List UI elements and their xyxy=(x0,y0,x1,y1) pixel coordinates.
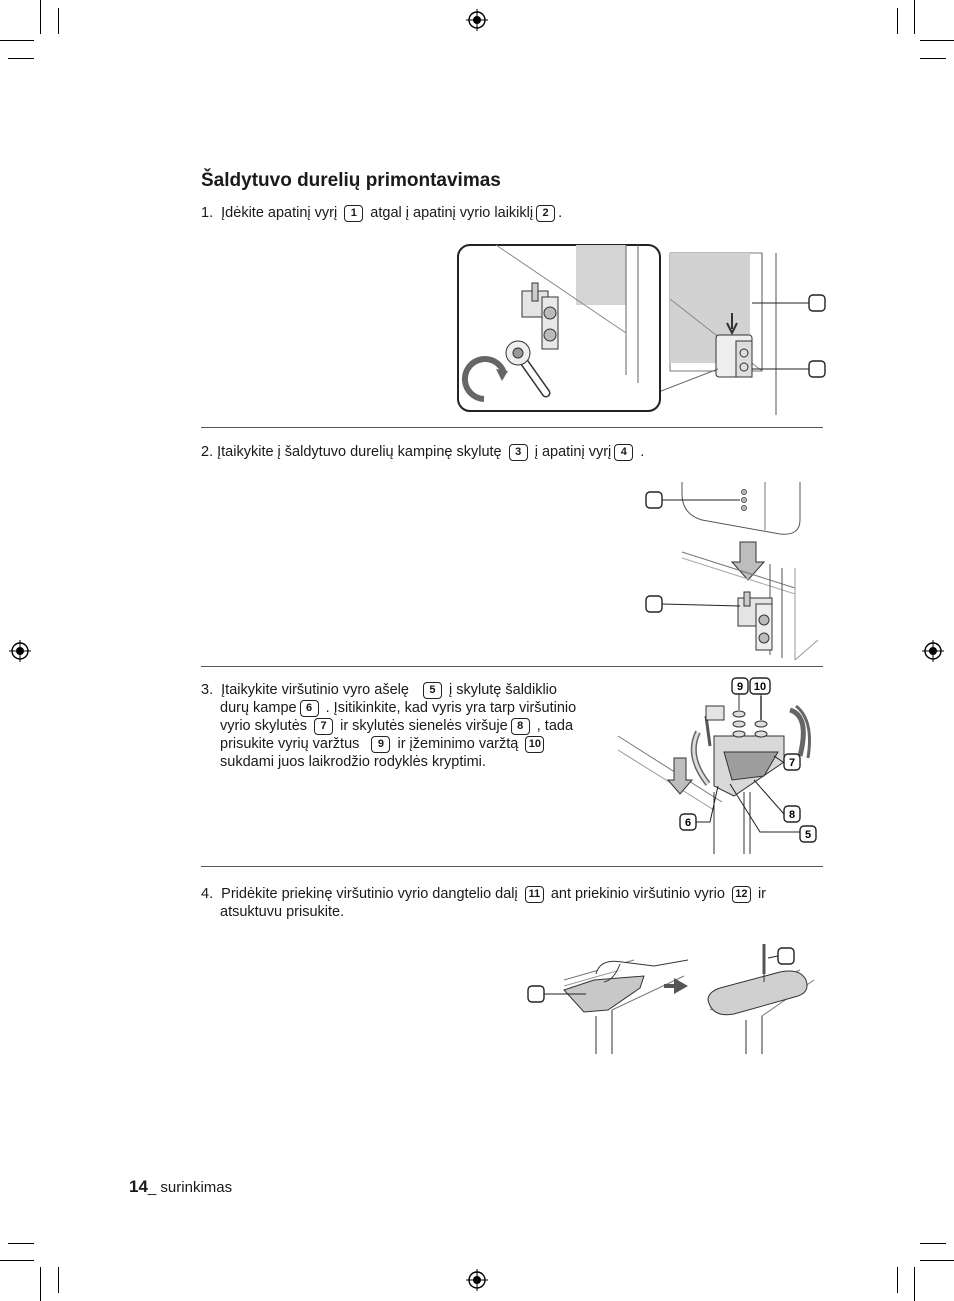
page-title: Šaldytuvo durelių primontavimas xyxy=(201,170,501,191)
step-3-text: 3. Įtaikykite viršutinio vyro ašelę 5 į skylutę šaldiklio durų kampe 6 . Įsitikinkite, kad vyris yra tarp viršutinio vyrio skylutės 7 ir skylutės sienelės viršuje 8 , tada prisukite vyrių varžtus 9 ir įžeminimo varžtą 10 sukdami juos laikrodžio rodyklės kryptimi. xyxy=(201,682,577,770)
callout-badge: 7 xyxy=(314,718,333,735)
callout-badge: 1 xyxy=(344,205,363,222)
crop-mark xyxy=(58,8,59,34)
page-number: 14 xyxy=(129,1177,148,1196)
crop-mark xyxy=(0,1260,34,1261)
crop-mark xyxy=(920,58,946,59)
figure-lower-hinge xyxy=(456,243,828,415)
section-divider xyxy=(201,666,823,667)
callout-badge: 9 xyxy=(371,736,390,753)
section-divider xyxy=(201,427,823,428)
crop-mark xyxy=(0,40,34,41)
callout-label: 6 xyxy=(684,817,692,829)
callout-label: 9 xyxy=(736,681,744,693)
callout-badge: 4 xyxy=(614,444,633,461)
crop-mark xyxy=(920,40,954,41)
step-2-text: 2. Įtaikykite į šaldytuvo durelių kampinę skylutę 3 į apatinį vyrį 4 . xyxy=(201,444,645,460)
crop-mark xyxy=(40,0,41,34)
crop-mark xyxy=(920,1260,954,1261)
callout-badge: 12 xyxy=(732,886,751,903)
registration-mark-icon xyxy=(9,640,31,662)
callout-badge: 8 xyxy=(511,718,530,735)
crop-mark xyxy=(8,1243,34,1244)
crop-mark xyxy=(914,0,915,34)
crop-mark xyxy=(897,8,898,34)
callout-badge: 6 xyxy=(300,700,319,717)
callout-label: 5 xyxy=(804,829,812,841)
crop-mark xyxy=(40,1267,41,1301)
crop-mark xyxy=(897,1267,898,1293)
step-1-text: 1. Įdėkite apatinį vyrį 1 atgal į apatinį vyrio laikiklį 2 . xyxy=(201,205,563,221)
crop-mark xyxy=(914,1267,915,1301)
section-name: _ surinkimas xyxy=(147,1179,233,1196)
callout-badge: 10 xyxy=(525,736,544,753)
callout-badge: 2 xyxy=(536,205,555,222)
callout-label: 7 xyxy=(788,757,796,769)
callout-badge: 5 xyxy=(423,682,442,699)
callout-label: 10 xyxy=(753,681,767,693)
figure-hinge-cover xyxy=(524,940,824,1056)
page-footer xyxy=(129,1177,232,1197)
crop-mark xyxy=(58,1267,59,1293)
figure-upper-hinge xyxy=(614,676,828,856)
crop-mark xyxy=(920,1243,946,1244)
step-4-text: 4. Pridėkite priekinę viršutinio vyrio dangtelio dalį 11 ant priekinio viršutinio vyrio 12 ir atsuktuvu prisukite. xyxy=(201,886,767,920)
crop-mark xyxy=(8,58,34,59)
section-divider xyxy=(201,866,823,867)
registration-mark-icon xyxy=(466,1269,488,1291)
registration-mark-icon xyxy=(922,640,944,662)
registration-mark-icon xyxy=(466,9,488,31)
callout-label: 8 xyxy=(788,809,796,821)
callout-badge: 3 xyxy=(509,444,528,461)
figure-door-corner xyxy=(640,480,825,662)
callout-badge: 11 xyxy=(525,886,544,903)
